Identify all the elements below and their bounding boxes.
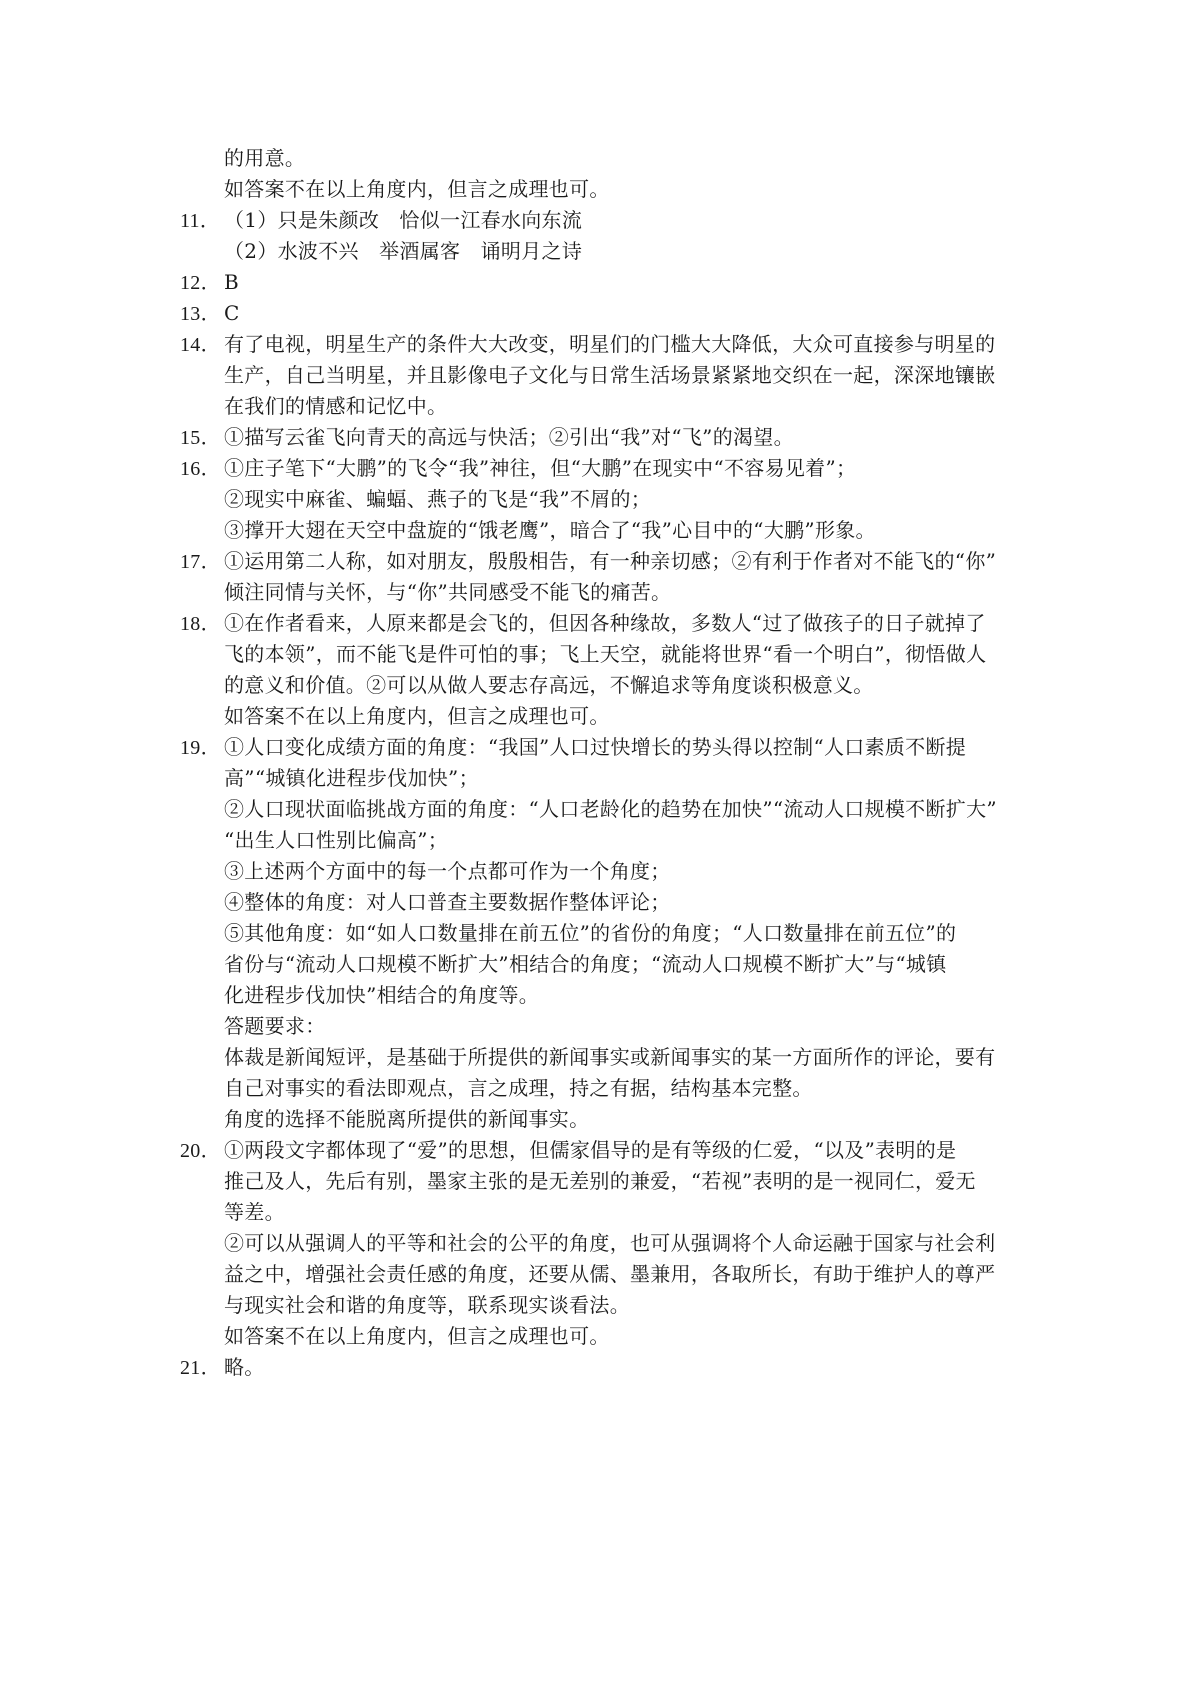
answer-number: 16． — [180, 458, 221, 480]
answer-number: 14． — [180, 334, 221, 356]
answer-continuation-line — [180, 484, 1030, 515]
answer-text: 自己对事实的看法即观点，言之成理，持之有据，结构基本完整。 — [224, 1076, 813, 1100]
answer-continuation-line — [180, 1290, 1030, 1321]
answer-continuation-line — [180, 1011, 1030, 1042]
answer-text: 的意义和价值。②可以从做人要志存高远，不懈追求等角度谈积极意义。 — [224, 673, 874, 697]
answer-number: 19． — [180, 737, 221, 759]
answer-continuation-line — [180, 577, 1030, 608]
answer-number: 15． — [180, 427, 221, 449]
answer-text: ①运用第二人称，如对朋友，殷殷相告，有一种亲切感；②有利于作者对不能飞的“你” — [224, 549, 997, 573]
answer-number: 21． — [180, 1357, 221, 1379]
answer-text: ②可以从强调人的平等和社会的公平的角度，也可从强调将个人命运融于国家与社会利 — [224, 1231, 996, 1255]
answer-number: 11． — [180, 210, 221, 232]
answer-text: “出生人口性别比偏高”； — [224, 828, 449, 852]
answer-text: ②现实中麻雀、蝙蝠、燕子的飞是“我”不屑的； — [224, 487, 652, 511]
answer-text: ④整体的角度：对人口普查主要数据作整体评论； — [224, 890, 671, 914]
answer-text: ③撑开大翅在天空中盘旋的“饿老鹰”，暗合了“我”心目中的“大鹏”形象。 — [224, 518, 876, 542]
answer-item-line — [180, 546, 1030, 577]
answer-continuation-line — [180, 856, 1030, 887]
answer-item-line — [180, 453, 1030, 484]
answer-text: （2）水波不兴 举酒属客 诵明月之诗 — [224, 239, 583, 263]
answer-text: 飞的本领”，而不能飞是件可怕的事；飞上天空，就能将世界“看一个明白”，彻悟做人 — [224, 642, 987, 666]
answer-item-line — [180, 422, 1030, 453]
answer-continuation-line — [180, 236, 1030, 267]
answer-number: 13． — [180, 303, 221, 325]
answer-text: （1）只是朱颜改 恰似一江春水向东流 — [224, 208, 583, 232]
answer-continuation-line — [180, 143, 1030, 174]
answer-text: 推己及人，先后有别，墨家主张的是无差别的兼爱，“若视”表明的是一视同仁，爱无 — [224, 1169, 976, 1193]
answer-number: 12． — [180, 272, 221, 294]
answer-text: ①庄子笔下“大鹏”的飞令“我”神往，但“大鹏”在现实中“不容易见着”； — [224, 456, 857, 480]
answer-continuation-line — [180, 670, 1030, 701]
answer-continuation-line — [180, 887, 1030, 918]
answer-key-body — [180, 143, 1030, 1383]
answer-continuation-line — [180, 515, 1030, 546]
answer-text: 与现实社会和谐的角度等，联系现实谈看法。 — [224, 1293, 630, 1317]
answer-continuation-line — [180, 701, 1030, 732]
answer-item-line — [180, 1352, 1030, 1383]
answer-continuation-line — [180, 918, 1030, 949]
answer-text: ①两段文字都体现了“爱”的思想，但儒家倡导的是有等级的仁爱，“以及”表明的是 — [224, 1138, 957, 1162]
answer-text: 如答案不在以上角度内，但言之成理也可。 — [224, 177, 610, 201]
answer-number: 18． — [180, 613, 221, 635]
answer-text: 等差。 — [224, 1200, 285, 1224]
answer-text: 有了电视，明星生产的条件大大改变，明星们的门槛大大降低，大众可直接参与明星的 — [224, 332, 996, 356]
answer-text: B — [224, 270, 239, 294]
answer-continuation-line — [180, 949, 1030, 980]
answer-continuation-line — [180, 391, 1030, 422]
answer-text: 在我们的情感和记忆中。 — [224, 394, 448, 418]
answer-continuation-line — [180, 1042, 1030, 1073]
answer-number: 20． — [180, 1140, 221, 1162]
answer-text: ⑤其他角度：如“如人口数量排在前五位”的省份的角度；“人口数量排在前五位”的 — [224, 921, 957, 945]
answer-continuation-line — [180, 1197, 1030, 1228]
answer-continuation-line — [180, 1321, 1030, 1352]
answer-item-line — [180, 267, 1030, 298]
answer-text: 化进程步伐加快”相结合的角度等。 — [224, 983, 540, 1007]
answer-continuation-line — [180, 980, 1030, 1011]
answer-text: C — [224, 301, 240, 325]
answer-text: ①在作者看来，人原来都是会飞的，但因各种缘故，多数人“过了做孩子的日子就掉了 — [224, 611, 986, 635]
answer-continuation-line — [180, 1104, 1030, 1135]
answer-text: ②人口现状面临挑战方面的角度：“人口老龄化的趋势在加快”“流动人口规模不断扩大” — [224, 797, 997, 821]
answer-continuation-line — [180, 1166, 1030, 1197]
answer-text: 生产，自己当明星，并且影像电子文化与日常生活场景紧紧地交织在一起，深深地镶嵌 — [224, 363, 996, 387]
answer-text: 省份与“流动人口规模不断扩大”相结合的角度；“流动人口规模不断扩大”与“城镇 — [224, 952, 947, 976]
answer-text: 体裁是新闻短评，是基础于所提供的新闻事实或新闻事实的某一方面所作的评论，要有 — [224, 1045, 996, 1069]
answer-item-line — [180, 329, 1030, 360]
answer-text: 高”“城镇化进程步伐加快”； — [224, 766, 479, 790]
answer-continuation-line — [180, 360, 1030, 391]
answer-continuation-line — [180, 825, 1030, 856]
answer-continuation-line — [180, 174, 1030, 205]
answer-item-line — [180, 1135, 1030, 1166]
answer-text: ①描写云雀飞向青天的高远与快活；②引出“我”对“飞”的渴望。 — [224, 425, 794, 449]
answer-text: 略。 — [224, 1355, 265, 1379]
answer-text: ①人口变化成绩方面的角度：“我国”人口过快增长的势头得以控制“人口素质不断提 — [224, 735, 967, 759]
answer-text: 角度的选择不能脱离所提供的新闻事实。 — [224, 1107, 590, 1131]
answer-text: 如答案不在以上角度内，但言之成理也可。 — [224, 704, 610, 728]
answer-continuation-line — [180, 794, 1030, 825]
answer-item-line — [180, 205, 1030, 236]
answer-continuation-line — [180, 639, 1030, 670]
answer-text: 益之中，增强社会责任感的角度，还要从儒、墨兼用，各取所长，有助于维护人的尊严 — [224, 1262, 996, 1286]
answer-text: ③上述两个方面中的每一个点都可作为一个角度； — [224, 859, 671, 883]
answer-continuation-line — [180, 1259, 1030, 1290]
answer-continuation-line — [180, 763, 1030, 794]
answer-item-line — [180, 732, 1030, 763]
answer-continuation-line — [180, 1228, 1030, 1259]
answer-text: 倾注同情与关怀，与“你”共同感受不能飞的痛苦。 — [224, 580, 672, 604]
answer-number: 17． — [180, 551, 221, 573]
answer-text: 的用意。 — [224, 146, 306, 170]
answer-item-line — [180, 608, 1030, 639]
answer-text: 答题要求： — [224, 1014, 326, 1038]
answer-text: 如答案不在以上角度内，但言之成理也可。 — [224, 1324, 610, 1348]
answer-continuation-line — [180, 1073, 1030, 1104]
answer-item-line — [180, 298, 1030, 329]
